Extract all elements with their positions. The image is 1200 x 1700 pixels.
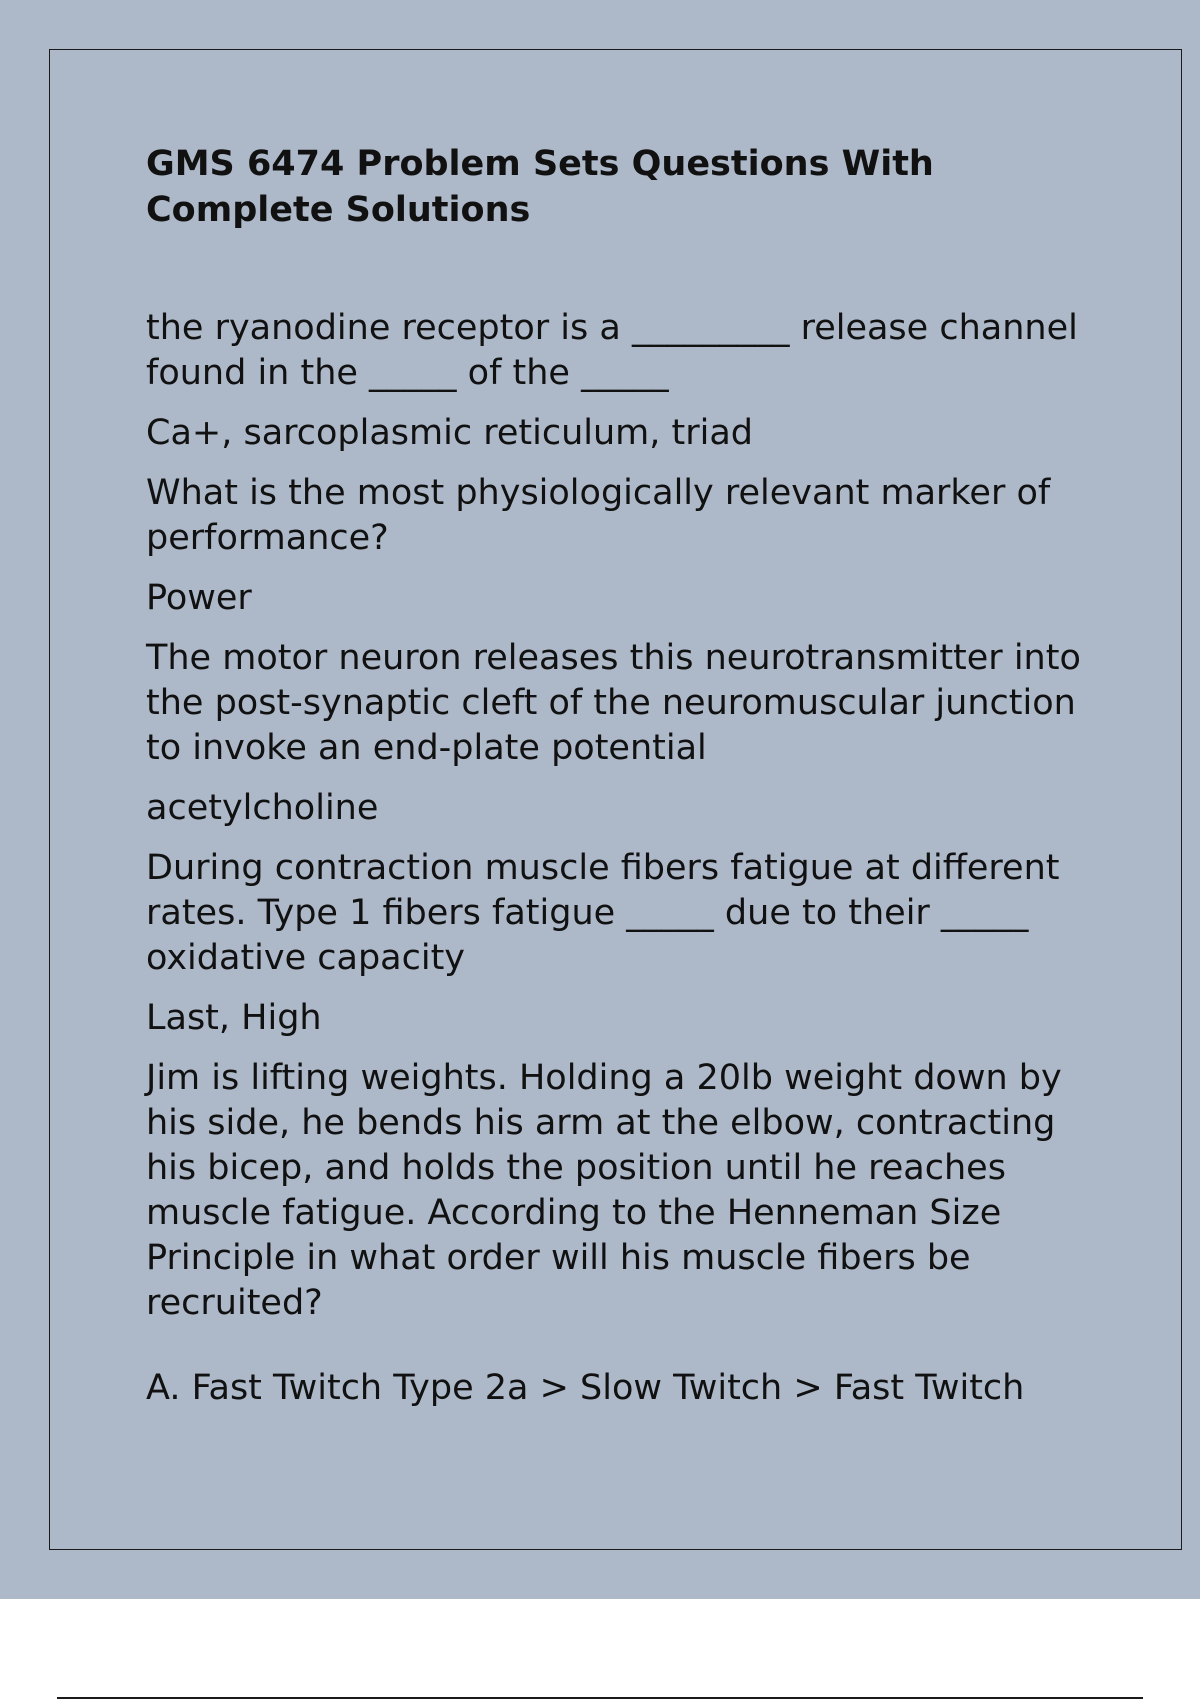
question-neurotransmitter: The motor neuron releases this neurotransmitter into the post-synaptic cleft of the neuromuscular junction to invoke an end-plate potential (146, 638, 1093, 768)
answer-performance-marker: Power (146, 578, 252, 618)
answer-option-a: A. Fast Twitch Type 2a > Slow Twitch > Fast Twitch (146, 1368, 1025, 1408)
page-divider (57, 1697, 1143, 1699)
document-title: GMS 6474 Problem Sets Questions With Complete Solutions (146, 144, 934, 230)
question-answer-list (146, 306, 1106, 1411)
question-henneman: Jim is lifting weights. Holding a 20lb weight down by his side, he bends his arm at the elbow, contracting his bicep, and holds the position until he reaches muscle fatigue. According to the Henneman Size Principle in what order will his muscle fibers be recruited? (146, 1058, 1073, 1323)
document-content (146, 141, 1106, 1426)
question-fiber-fatigue: During contraction muscle fibers fatigue at different rates. Type 1 fibers fatigue _____ due to their _____ oxidative capacity (146, 848, 1071, 978)
answer-neurotransmitter: acetylcholine (146, 788, 379, 828)
answer-fiber-fatigue: Last, High (146, 998, 322, 1038)
answer-ryanodine: Ca+, sarcoplasmic reticulum, triad (146, 413, 754, 453)
question-performance-marker: What is the most physiologically relevant marker of performance? (146, 473, 1062, 558)
question-ryanodine: the ryanodine receptor is a _________ release channel found in the _____ of the _____ (146, 308, 1089, 393)
